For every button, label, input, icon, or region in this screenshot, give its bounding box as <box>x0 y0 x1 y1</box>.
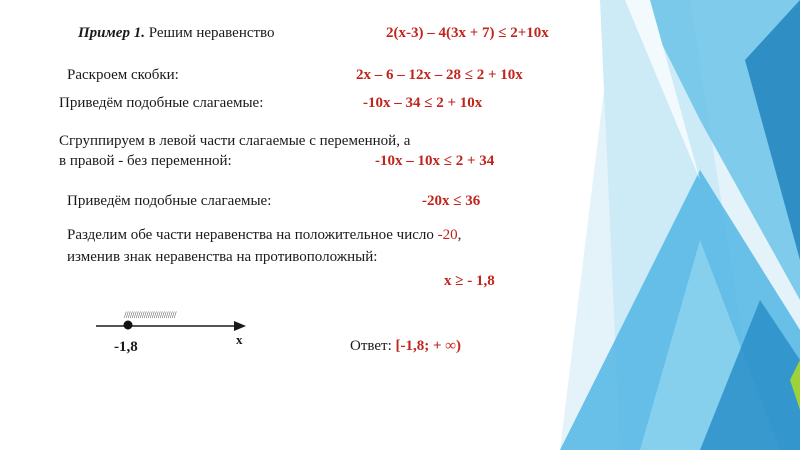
step5-expr: х ≥ - 1,8 <box>444 273 495 289</box>
example-label: Пример 1. <box>78 25 145 41</box>
step5-number: -20 <box>437 227 458 243</box>
step5-text-line2: изменив знак неравенства на противоположный: <box>67 249 378 265</box>
point-label: -1,8 <box>114 339 138 355</box>
answer <box>350 337 461 355</box>
step2-text: Приведём подобные слагаемые: <box>59 95 264 111</box>
example-text: Решим неравенство <box>144 25 275 41</box>
number-line-hatch: ////////////////////////// <box>124 310 177 320</box>
step4-text: Приведём подобные слагаемые: <box>67 193 272 209</box>
step1-text: Раскроем скобки: <box>67 67 179 83</box>
step3-expr: -10х – 10х ≤ 2 + 34 <box>375 153 495 169</box>
original-inequality: 2(х-3) – 4(3х + 7) ≤ 2+10х <box>386 25 549 41</box>
step3-text-line1: Сгруппируем в левой части слагаемые с переменной, а <box>59 133 411 149</box>
step5-text-a: Разделим обе части неравенства на положительное число <box>67 227 438 243</box>
axis-label: х <box>236 332 243 347</box>
step5-text-b: , <box>457 227 462 243</box>
step1-expr: 2х – 6 – 12х – 28 ≤ 2 + 10х <box>356 67 523 83</box>
answer-value: [-1,8; + ∞) <box>395 338 461 354</box>
step3-text-line2: в правой - без переменной: <box>59 153 232 169</box>
step4-expr: -20х ≤ 36 <box>422 193 481 209</box>
answer-label: Ответ: <box>350 338 396 354</box>
number-line-point <box>124 321 133 330</box>
number-line-arrow <box>234 321 246 331</box>
step2-expr: -10х – 34 ≤ 2 + 10х <box>363 95 483 111</box>
